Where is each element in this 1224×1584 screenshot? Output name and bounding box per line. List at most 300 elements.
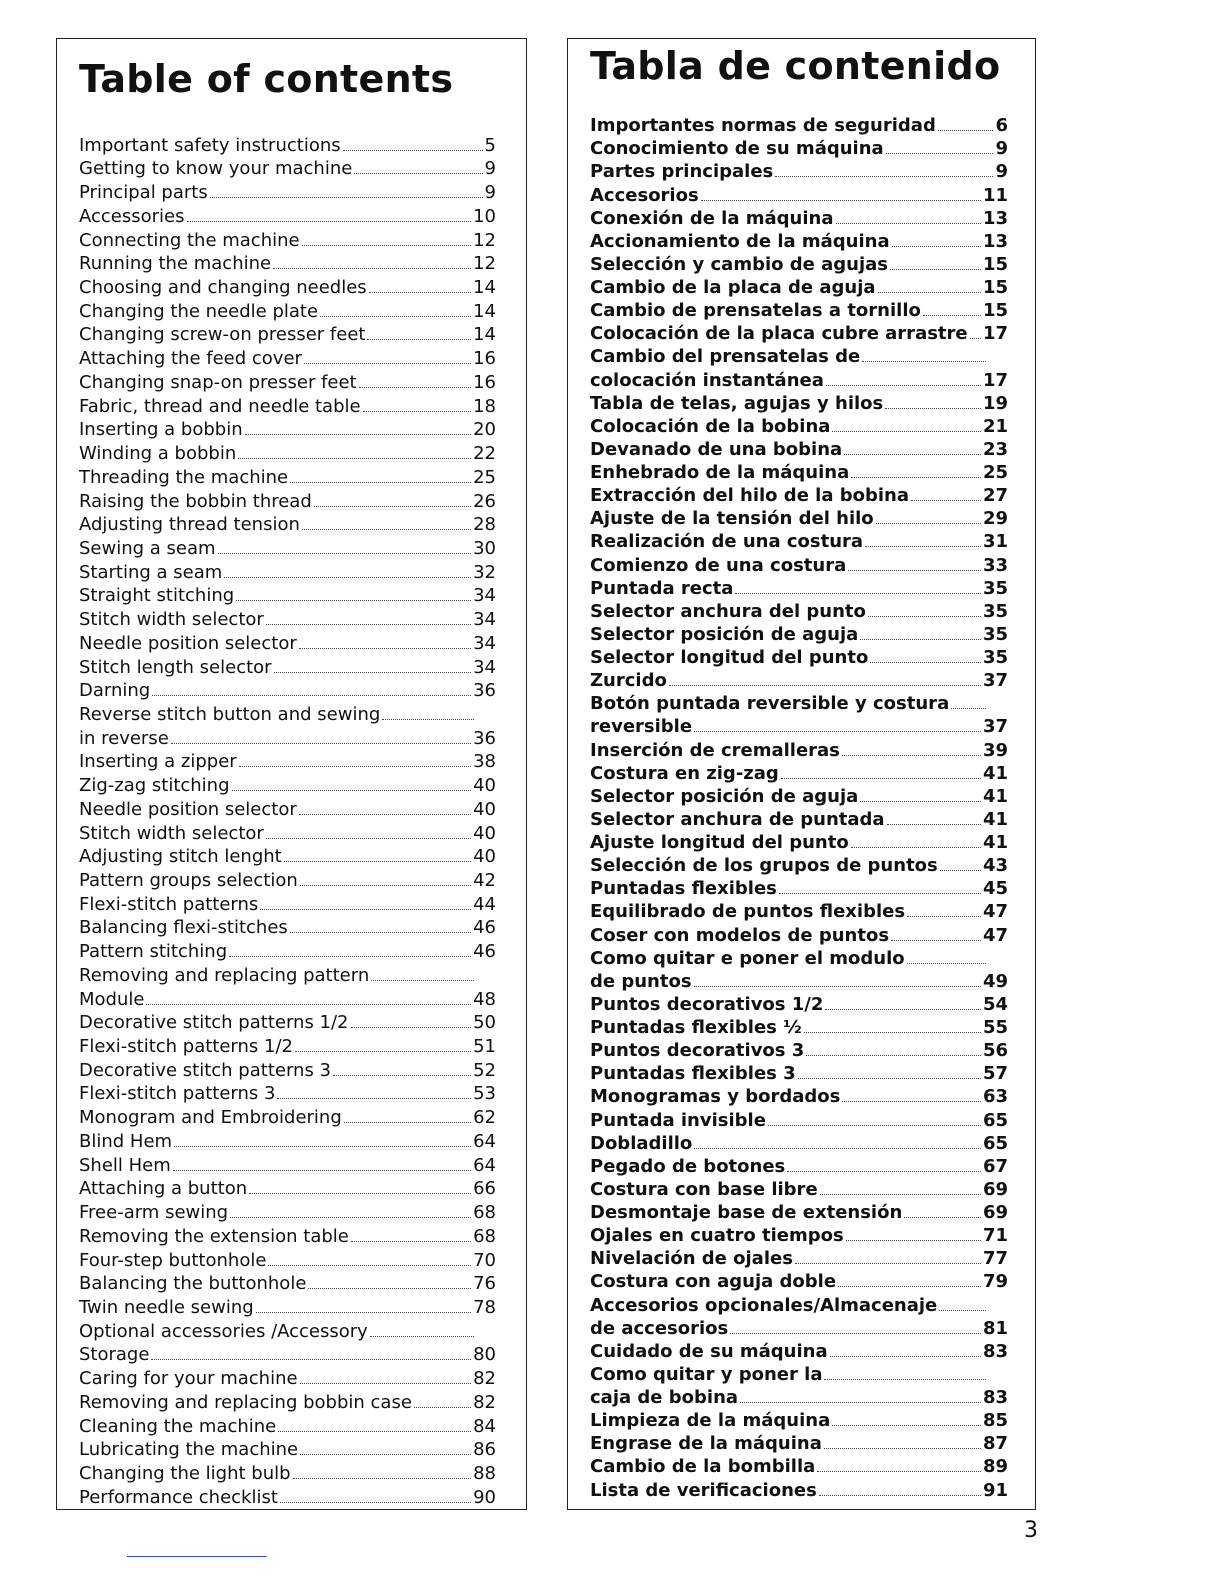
english-toc-list bbox=[79, 132, 496, 1508]
toc-entry-page: 68 bbox=[473, 1225, 496, 1247]
toc-entry-label: Monogram and Embroidering bbox=[79, 1107, 342, 1129]
dot-leader bbox=[277, 1098, 471, 1099]
page-number: 3 bbox=[1024, 1518, 1038, 1543]
toc-entry bbox=[79, 1294, 496, 1318]
toc-entry-page: 77 bbox=[982, 1248, 1008, 1270]
toc-entry bbox=[590, 807, 1008, 830]
toc-entry-page: 40 bbox=[473, 846, 496, 868]
toc-entry bbox=[79, 488, 496, 512]
toc-entry bbox=[590, 1246, 1008, 1269]
toc-entry-label: Nivelación de ojales bbox=[590, 1248, 793, 1270]
toc-entry bbox=[79, 464, 496, 488]
dot-leader bbox=[343, 150, 483, 151]
toc-entry bbox=[590, 737, 1008, 760]
toc-entry-label: Devanado de una bobina bbox=[590, 438, 843, 460]
dot-leader bbox=[273, 268, 471, 269]
toc-entry-label: Performance checklist bbox=[79, 1486, 278, 1508]
dot-leader bbox=[862, 361, 986, 362]
toc-entry bbox=[590, 437, 1008, 460]
toc-entry-page: 65 bbox=[982, 1109, 1008, 1131]
toc-entry bbox=[79, 630, 496, 654]
toc-entry-page: 69 bbox=[982, 1202, 1008, 1223]
toc-entry bbox=[79, 1033, 496, 1057]
toc-entry-page: 66 bbox=[473, 1178, 496, 1200]
toc-entry bbox=[590, 599, 1008, 622]
toc-entry bbox=[79, 867, 496, 891]
toc-entry-page: 14 bbox=[473, 300, 496, 322]
toc-entry-page: 67 bbox=[982, 1155, 1008, 1177]
toc-entry bbox=[79, 1128, 496, 1152]
toc-entry-label: Winding a bobbin bbox=[79, 443, 237, 465]
dot-leader bbox=[367, 339, 471, 340]
toc-entry bbox=[590, 483, 1008, 506]
dot-leader bbox=[865, 546, 981, 547]
toc-entry-page: 48 bbox=[473, 988, 496, 1010]
toc-entry bbox=[590, 899, 1008, 922]
toc-entry bbox=[79, 1223, 496, 1247]
toc-entry bbox=[79, 369, 496, 393]
toc-entry-page: 79 bbox=[982, 1271, 1008, 1293]
toc-entry bbox=[79, 796, 496, 820]
toc-entry bbox=[79, 1010, 496, 1034]
toc-entry bbox=[590, 714, 1008, 737]
dot-leader bbox=[740, 1402, 981, 1403]
toc-entry-label: Cambio de prensatelas a tornillo bbox=[590, 300, 921, 322]
toc-entry-label: Selección y cambio de agujas bbox=[590, 253, 889, 275]
toc-entry-label: Module bbox=[79, 988, 145, 1010]
toc-entry-label: Comienzo de una costura bbox=[590, 554, 847, 576]
toc-entry bbox=[590, 506, 1008, 529]
toc-entry-label: Adjusting thread tension bbox=[79, 514, 300, 536]
toc-entry bbox=[590, 298, 1008, 321]
toc-entry bbox=[590, 1292, 1008, 1315]
dot-leader bbox=[804, 1032, 981, 1033]
dot-leader bbox=[320, 316, 471, 317]
dot-leader bbox=[830, 1356, 981, 1357]
toc-entry-label: Changing the needle plate bbox=[79, 300, 319, 322]
dot-leader bbox=[359, 387, 471, 388]
dot-leader bbox=[940, 870, 981, 871]
dot-leader bbox=[304, 363, 471, 364]
toc-entry-label: colocación instantánea bbox=[590, 369, 824, 391]
dot-leader bbox=[832, 1425, 981, 1426]
toc-entry-label: Removing and replacing pattern bbox=[79, 964, 370, 986]
toc-entry-page: 27 bbox=[982, 485, 1008, 507]
toc-entry-page: 9 bbox=[484, 182, 496, 204]
toc-entry-page: 82 bbox=[473, 1391, 496, 1413]
dot-leader bbox=[256, 1312, 471, 1313]
toc-entry bbox=[590, 622, 1008, 645]
toc-entry-label: Stitch width selector bbox=[79, 822, 264, 844]
dot-leader bbox=[939, 1310, 986, 1311]
toc-entry-page: 83 bbox=[982, 1387, 1008, 1408]
dot-leader bbox=[146, 1004, 471, 1005]
toc-entry-label: Flexi-stitch patterns 3 bbox=[79, 1083, 276, 1105]
dot-leader bbox=[779, 893, 981, 894]
toc-entry-page: 78 bbox=[473, 1296, 496, 1318]
toc-entry-label: Realización de una costura bbox=[590, 531, 864, 553]
toc-entry-label: Accesorios bbox=[590, 184, 699, 206]
toc-entry-page: 46 bbox=[473, 917, 496, 939]
dot-leader bbox=[694, 986, 981, 987]
toc-entry-page: 87 bbox=[982, 1433, 1008, 1455]
toc-entry-label: Colocación de la bobina bbox=[590, 415, 831, 437]
toc-entry-page: 41 bbox=[982, 832, 1008, 853]
toc-entry-label: Raising the bobbin thread bbox=[79, 490, 312, 512]
toc-entry-label: Optional accessories /Accessory bbox=[79, 1320, 368, 1342]
toc-entry-page: 53 bbox=[473, 1083, 496, 1105]
dot-leader bbox=[363, 411, 472, 412]
toc-entry-page: 29 bbox=[982, 508, 1008, 530]
toc-entry bbox=[590, 1200, 1008, 1223]
dot-leader bbox=[278, 1431, 471, 1432]
toc-entry-label: Extracción del hilo de la bobina bbox=[590, 485, 910, 507]
toc-entry-label: Puntadas flexibles ½ bbox=[590, 1017, 802, 1038]
dot-leader bbox=[344, 1122, 471, 1123]
dot-leader bbox=[171, 743, 471, 744]
toc-entry bbox=[79, 1413, 496, 1437]
toc-entry-label: Botón puntada reversible y costura bbox=[590, 693, 950, 715]
toc-entry-page: 28 bbox=[473, 514, 496, 536]
toc-entry-label: Selector anchura del punto bbox=[590, 600, 866, 622]
toc-entry-page: 38 bbox=[473, 751, 496, 773]
dot-leader bbox=[239, 766, 471, 767]
toc-entry-page: 37 bbox=[982, 716, 1008, 738]
toc-entry bbox=[79, 986, 496, 1010]
toc-entry-label: Changing snap-on presser feet bbox=[79, 371, 357, 393]
toc-entry-page: 33 bbox=[982, 554, 1008, 576]
toc-entry-label: Needle position selector bbox=[79, 798, 297, 820]
dot-leader bbox=[970, 338, 981, 339]
toc-entry-label: Ajuste de la tensión del hilo bbox=[590, 508, 874, 530]
toc-entry bbox=[590, 391, 1008, 414]
toc-entry-label: Needle position selector bbox=[79, 632, 297, 654]
dot-leader bbox=[299, 814, 471, 815]
toc-entry-page: 16 bbox=[473, 348, 496, 370]
toc-entry bbox=[79, 512, 496, 536]
toc-entry-label: Zurcido bbox=[590, 670, 667, 692]
toc-entry bbox=[79, 1199, 496, 1223]
toc-entry-page: 80 bbox=[473, 1344, 496, 1366]
toc-entry-label: Equilibrado de puntos flexibles bbox=[590, 901, 906, 923]
toc-entry-label: Selector posición de aguja bbox=[590, 785, 859, 807]
toc-entry bbox=[590, 1061, 1008, 1084]
toc-entry bbox=[79, 938, 496, 962]
toc-entry-label: Tabla de telas, agujas y hilos bbox=[590, 392, 884, 414]
toc-entry-page: 41 bbox=[982, 808, 1008, 830]
toc-entry bbox=[79, 417, 496, 441]
toc-entry bbox=[590, 969, 1008, 992]
dot-leader bbox=[923, 315, 981, 316]
toc-entry-label: Cambio de la bombilla bbox=[590, 1456, 816, 1478]
toc-entry-label: Starting a seam bbox=[79, 561, 223, 583]
toc-entry bbox=[590, 460, 1008, 483]
toc-entry bbox=[590, 1431, 1008, 1454]
dot-leader bbox=[806, 1055, 981, 1056]
toc-entry bbox=[79, 179, 496, 203]
dot-leader bbox=[187, 221, 472, 222]
toc-entry-page: 35 bbox=[982, 600, 1008, 622]
toc-entry-label: Balancing the buttonhole bbox=[79, 1273, 307, 1295]
toc-entry-label: Important safety instructions bbox=[79, 134, 341, 156]
toc-entry-label: reversible bbox=[590, 716, 693, 738]
dot-leader bbox=[295, 1051, 471, 1052]
toc-entry-label: Darning bbox=[79, 680, 151, 702]
toc-entry-page: 40 bbox=[473, 798, 496, 820]
toc-entry-label: Conocimiento de su máquina bbox=[590, 138, 884, 160]
toc-entry-label: Pegado de botones bbox=[590, 1155, 786, 1177]
dot-leader bbox=[886, 153, 994, 154]
toc-entry-label: Twin needle sewing bbox=[79, 1296, 254, 1318]
toc-entry-page: 69 bbox=[982, 1178, 1008, 1200]
toc-entry-page: 34 bbox=[473, 585, 496, 607]
toc-entry bbox=[79, 749, 496, 773]
toc-entry-page: 71 bbox=[982, 1225, 1008, 1247]
toc-entry bbox=[590, 1362, 1008, 1385]
toc-entry-page: 57 bbox=[982, 1063, 1008, 1085]
toc-entry-page: 76 bbox=[473, 1273, 496, 1295]
toc-entry-page: 25 bbox=[473, 466, 496, 488]
toc-entry-label: Costura con aguja doble bbox=[590, 1271, 837, 1293]
toc-entry-label: Puntos decorativos 1/2 bbox=[590, 993, 824, 1015]
dot-leader bbox=[669, 685, 981, 686]
toc-entry-label: Como quitar y poner la bbox=[590, 1363, 823, 1385]
dot-leader bbox=[414, 1407, 471, 1408]
toc-entry-page: 18 bbox=[473, 395, 496, 417]
dot-leader bbox=[851, 477, 981, 478]
toc-entry bbox=[590, 645, 1008, 668]
toc-entry-label: Changing the light bulb bbox=[79, 1462, 291, 1484]
toc-entry bbox=[79, 132, 496, 156]
toc-entry-page: 16 bbox=[473, 371, 496, 393]
toc-entry-page: 63 bbox=[982, 1086, 1008, 1108]
dot-leader bbox=[730, 1333, 981, 1334]
toc-entry-label: de accesorios bbox=[590, 1317, 729, 1339]
toc-entry-label: Removing the extension table bbox=[79, 1225, 349, 1247]
toc-entry bbox=[79, 1365, 496, 1389]
dot-leader bbox=[694, 731, 981, 732]
dot-leader bbox=[210, 197, 483, 198]
toc-entry bbox=[590, 1107, 1008, 1130]
dot-leader bbox=[824, 1379, 986, 1380]
toc-entry-page: 6 bbox=[995, 115, 1008, 137]
dot-leader bbox=[787, 1171, 981, 1172]
toc-entry-page: 41 bbox=[982, 762, 1008, 784]
toc-entry bbox=[590, 1454, 1008, 1477]
toc-entry bbox=[590, 206, 1008, 229]
toc-entry-page: 46 bbox=[473, 941, 496, 963]
toc-entry-label: Zig-zag stitching bbox=[79, 775, 230, 797]
toc-entry-label: Principal parts bbox=[79, 182, 208, 204]
toc-entry-label: Importantes normas de seguridad bbox=[590, 115, 936, 137]
dot-leader bbox=[860, 801, 981, 802]
toc-entry-page: 86 bbox=[473, 1439, 496, 1461]
dot-leader bbox=[152, 695, 471, 696]
toc-entry bbox=[590, 552, 1008, 575]
dot-leader bbox=[842, 755, 981, 756]
toc-entry-page: 42 bbox=[473, 870, 496, 891]
dot-leader bbox=[369, 292, 471, 293]
toc-entry bbox=[590, 136, 1008, 159]
toc-entry-page: 82 bbox=[473, 1368, 496, 1390]
toc-entry-label: Getting to know your machine bbox=[79, 158, 353, 180]
toc-entry-page: 83 bbox=[982, 1340, 1008, 1362]
dot-leader bbox=[229, 956, 471, 957]
toc-entry-label: Accionamiento de la máquina bbox=[590, 230, 890, 252]
toc-entry-label: Monogramas y bordados bbox=[590, 1086, 841, 1108]
toc-entry-label: Pattern groups selection bbox=[79, 870, 298, 891]
toc-entry bbox=[79, 1152, 496, 1176]
toc-entry-label: Reverse stitch button and sewing bbox=[79, 703, 381, 725]
toc-entry-label: Removing and replacing bobbin case bbox=[79, 1391, 412, 1413]
toc-entry-page: 30 bbox=[473, 537, 496, 559]
toc-entry bbox=[79, 915, 496, 939]
toc-entry-page: 10 bbox=[473, 205, 496, 227]
toc-entry bbox=[590, 344, 1008, 367]
toc-entry bbox=[590, 529, 1008, 552]
toc-entry-label: Running the machine bbox=[79, 253, 272, 275]
dot-leader bbox=[370, 1336, 474, 1337]
dot-leader bbox=[354, 173, 482, 174]
toc-entry-label: Desmontaje base de extensión bbox=[590, 1202, 903, 1223]
toc-entry-page: 65 bbox=[982, 1132, 1008, 1154]
toc-entry bbox=[79, 535, 496, 559]
toc-entry-page: 17 bbox=[982, 369, 1008, 391]
dot-leader bbox=[878, 292, 981, 293]
dot-leader bbox=[938, 130, 994, 131]
dot-leader bbox=[266, 624, 471, 625]
toc-entry bbox=[590, 229, 1008, 252]
toc-entry-page: 15 bbox=[982, 300, 1008, 322]
toc-entry-label: Free-arm sewing bbox=[79, 1202, 229, 1224]
toc-entry-label: Threading the machine bbox=[79, 466, 289, 488]
toc-entry bbox=[79, 1437, 496, 1461]
toc-entry-page: 15 bbox=[982, 277, 1008, 298]
toc-entry bbox=[590, 761, 1008, 784]
toc-entry bbox=[79, 1342, 496, 1366]
toc-entry-page: 14 bbox=[473, 324, 496, 346]
dot-leader bbox=[907, 963, 986, 964]
toc-entry-label: Flexi-stitch patterns 1/2 bbox=[79, 1036, 293, 1058]
toc-entry-page: 5 bbox=[484, 134, 496, 156]
toc-entry-label: Colocación de la placa cubre arrastre bbox=[590, 323, 968, 345]
toc-entry-page: 91 bbox=[982, 1479, 1008, 1501]
toc-entry-page: 9 bbox=[995, 138, 1008, 160]
toc-entry-label: Pattern stitching bbox=[79, 941, 228, 963]
toc-entry-page: 49 bbox=[982, 970, 1008, 992]
toc-entry bbox=[79, 251, 496, 275]
dot-leader bbox=[284, 861, 471, 862]
toc-entry bbox=[590, 946, 1008, 969]
toc-entry-page: 45 bbox=[982, 878, 1008, 900]
toc-entry-label: Partes principales bbox=[590, 161, 774, 183]
dot-leader bbox=[280, 1502, 471, 1503]
dot-leader bbox=[308, 1288, 471, 1289]
dot-leader bbox=[299, 648, 471, 649]
dot-leader bbox=[817, 1471, 981, 1472]
toc-entry-label: Straight stitching bbox=[79, 585, 235, 607]
toc-entry-page: 15 bbox=[982, 253, 1008, 275]
dot-leader bbox=[333, 1075, 471, 1076]
spanish-toc-panel bbox=[567, 38, 1036, 1510]
toc-entry-page: 34 bbox=[473, 656, 496, 678]
toc-entry bbox=[79, 654, 496, 678]
toc-entry bbox=[590, 1177, 1008, 1200]
dot-leader bbox=[274, 672, 472, 673]
toc-entry-label: Cleaning the machine bbox=[79, 1415, 277, 1437]
dot-leader bbox=[236, 600, 471, 601]
toc-entry-page: 12 bbox=[473, 229, 496, 251]
toc-entry-label: de puntos bbox=[590, 970, 692, 992]
dot-leader bbox=[302, 529, 471, 530]
toc-entry-page: 26 bbox=[473, 490, 496, 512]
toc-entry bbox=[79, 322, 496, 346]
english-toc-panel bbox=[56, 38, 527, 1510]
dot-leader bbox=[266, 838, 471, 839]
toc-entry-page: 51 bbox=[473, 1036, 496, 1058]
toc-entry bbox=[590, 1339, 1008, 1362]
toc-entry bbox=[79, 1104, 496, 1128]
toc-entry bbox=[590, 321, 1008, 344]
toc-entry-label: Adjusting stitch lenght bbox=[79, 846, 282, 868]
toc-entry-label: Inserting a zipper bbox=[79, 751, 237, 773]
toc-entry-page: 11 bbox=[982, 184, 1008, 206]
toc-entry bbox=[79, 820, 496, 844]
toc-entry-label: Lista de verificaciones bbox=[590, 1479, 817, 1501]
toc-entry-label: Selector longitud del punto bbox=[590, 647, 869, 668]
toc-entry bbox=[79, 1081, 496, 1105]
toc-entry-page: 40 bbox=[473, 775, 496, 797]
dot-leader bbox=[876, 523, 981, 524]
toc-entry bbox=[79, 1460, 496, 1484]
toc-entry-page: 50 bbox=[473, 1012, 496, 1034]
toc-entry bbox=[590, 414, 1008, 437]
toc-entry-page: 54 bbox=[982, 993, 1008, 1015]
dot-leader bbox=[300, 885, 471, 886]
dot-leader bbox=[218, 553, 472, 554]
toc-entry bbox=[590, 830, 1008, 853]
toc-entry-label: Ojales en cuatro tiempos bbox=[590, 1225, 844, 1247]
toc-entry-label: Selector anchura de puntada bbox=[590, 808, 885, 830]
toc-entry-label: in reverse bbox=[79, 727, 169, 749]
dot-leader bbox=[846, 1240, 981, 1241]
toc-entry bbox=[79, 962, 496, 986]
dot-leader bbox=[735, 593, 981, 594]
dot-leader bbox=[351, 1027, 472, 1028]
dot-leader bbox=[819, 1495, 981, 1496]
toc-entry-label: Cuidado de su máquina bbox=[590, 1340, 828, 1362]
toc-entry-label: Four-step buttonhole bbox=[79, 1249, 267, 1271]
toc-entry bbox=[590, 1084, 1008, 1107]
dot-leader bbox=[885, 408, 981, 409]
toc-entry-label: Flexi-stitch patterns bbox=[79, 893, 259, 915]
toc-entry-page: 35 bbox=[982, 647, 1008, 668]
toc-entry bbox=[590, 691, 1008, 714]
toc-entry-page: 34 bbox=[473, 632, 496, 654]
toc-entry-label: Engrase de la máquina bbox=[590, 1433, 822, 1455]
dot-leader bbox=[891, 940, 981, 941]
dot-leader bbox=[907, 916, 981, 917]
toc-entry-label: Storage bbox=[79, 1344, 150, 1366]
toc-entry bbox=[590, 876, 1008, 899]
toc-entry-page: 64 bbox=[473, 1154, 496, 1176]
toc-entry-label: Puntos decorativos 3 bbox=[590, 1040, 805, 1062]
toc-entry-label: Attaching the feed cover bbox=[79, 348, 302, 370]
english-toc-title: Table of contents bbox=[79, 57, 454, 101]
dot-leader bbox=[825, 1009, 981, 1010]
toc-entry-page: 89 bbox=[982, 1456, 1008, 1478]
dot-leader bbox=[173, 1170, 471, 1171]
